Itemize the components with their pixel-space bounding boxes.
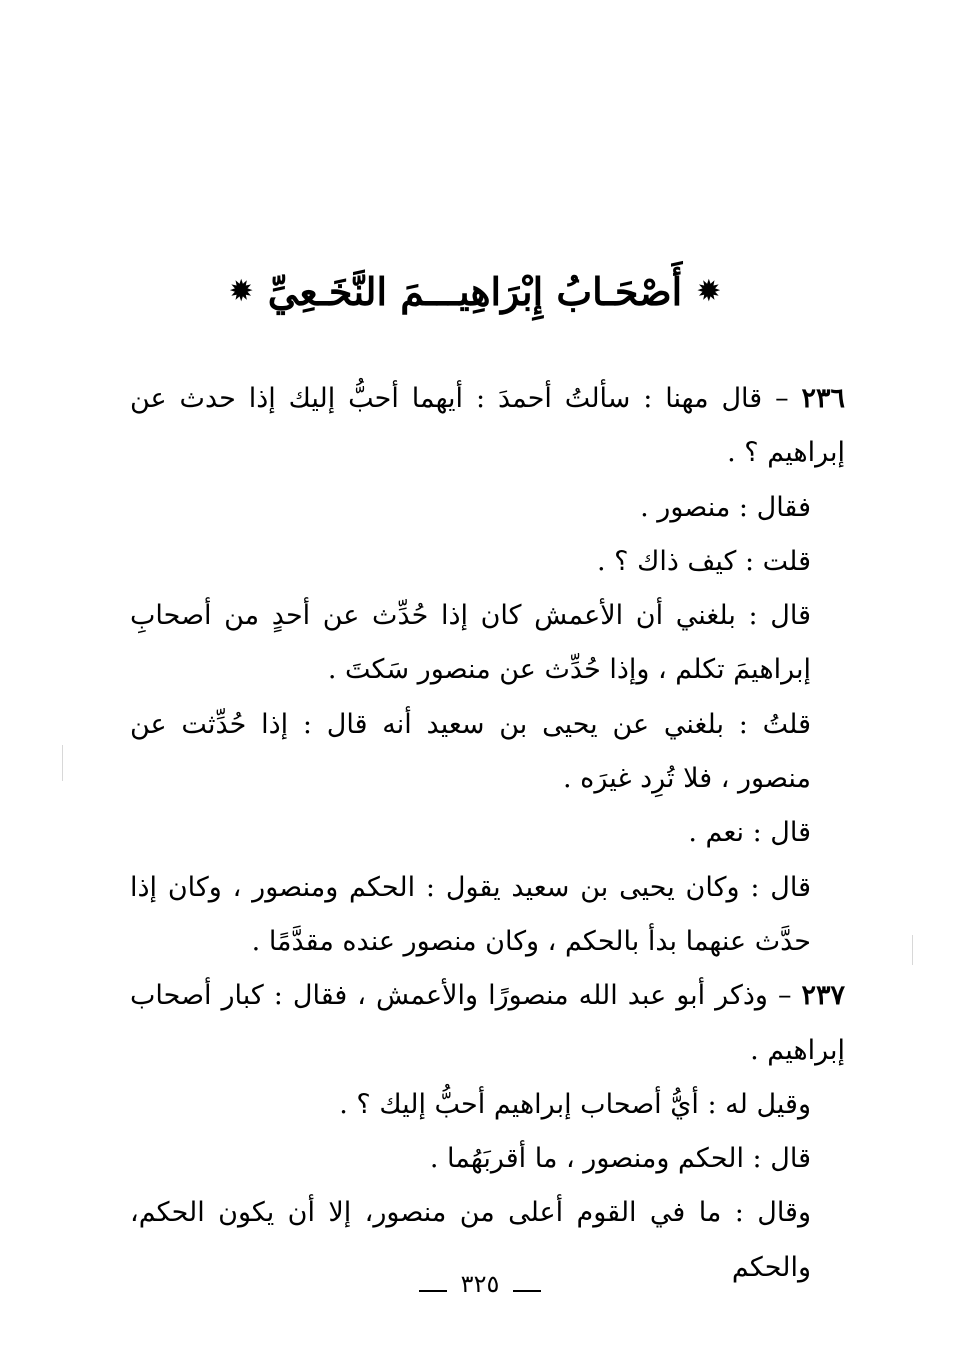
paragraph-text: قال : الحكم ومنصور ، ما أقربَهُما . — [429, 1143, 811, 1175]
paragraph — [130, 589, 845, 698]
paragraph — [130, 861, 845, 970]
ornament-star-icon: ✹ — [228, 274, 254, 309]
paragraph-237 — [130, 969, 845, 1078]
footer-dash — [419, 1290, 447, 1292]
page-footer — [380, 1264, 580, 1304]
ornament-star-icon: ✹ — [696, 274, 722, 309]
paragraph-text: وقال : ما في القوم أعلى من منصور، إلا أن يكون الحكم، والحكم — [130, 1197, 811, 1283]
paragraph-text: – قال مهنا : سألتُ أحمدَ : أيهما أحبُّ إليك إذا حدث عن إبراهيم ؟ . — [130, 383, 845, 469]
entry-number: ٢٣٦ — [801, 383, 845, 414]
paragraph-text: – وذكر أبو عبد الله منصورًا والأعمش ، فقال : كبار أصحاب إبراهيم . — [130, 980, 845, 1066]
paragraph-text: قلت : كيف ذاك ؟ . — [596, 545, 811, 577]
chapter-title: أَصْحَـابُ إِبْرَاهِيـــمَ النَّخَـعِيِّ — [267, 269, 683, 314]
chapter-heading — [180, 262, 770, 322]
paragraph — [130, 535, 845, 589]
paragraph-text: قال : نعم . — [688, 817, 811, 849]
paragraph — [130, 806, 845, 860]
margin-mark — [62, 745, 63, 781]
paragraph — [130, 481, 845, 535]
paragraph — [130, 1132, 845, 1186]
paragraph-text: قال : وكان يحيى بن سعيد يقول : الحكم ومنصور ، وكان إذا حدَّث عنهما بدأ بالحكم ، وكان منصور عنده مقدَّمًا . — [130, 871, 811, 957]
entry-number: ٢٣٧ — [801, 980, 845, 1012]
paragraph-236 — [130, 372, 845, 481]
footer-dash — [513, 1290, 541, 1292]
paragraph — [130, 1078, 845, 1132]
paragraph — [130, 698, 845, 807]
page-number: ٣٢٥ — [460, 1270, 500, 1298]
paragraph-text: قلتُ : بلغني عن يحيى بن سعيد أنه قال : إذا حُدِّثت عن منصور ، فلا تُرِد غيرَه . — [130, 708, 811, 795]
body-text — [130, 372, 845, 1295]
margin-mark — [912, 935, 913, 965]
paragraph-text: قال : بلغني أن الأعمش كان إذا حُدِّث عن أحدٍ من أصحابِ إبراهيمَ تكلم ، وإذا حُدِّث عن منصور سَكتَ . — [130, 600, 811, 686]
paragraph-text: فقال : منصور . — [640, 491, 811, 523]
paragraph-text: وقيل له : أيُّ أصحاب إبراهيم أحبُّ إليك ؟ . — [339, 1088, 811, 1120]
